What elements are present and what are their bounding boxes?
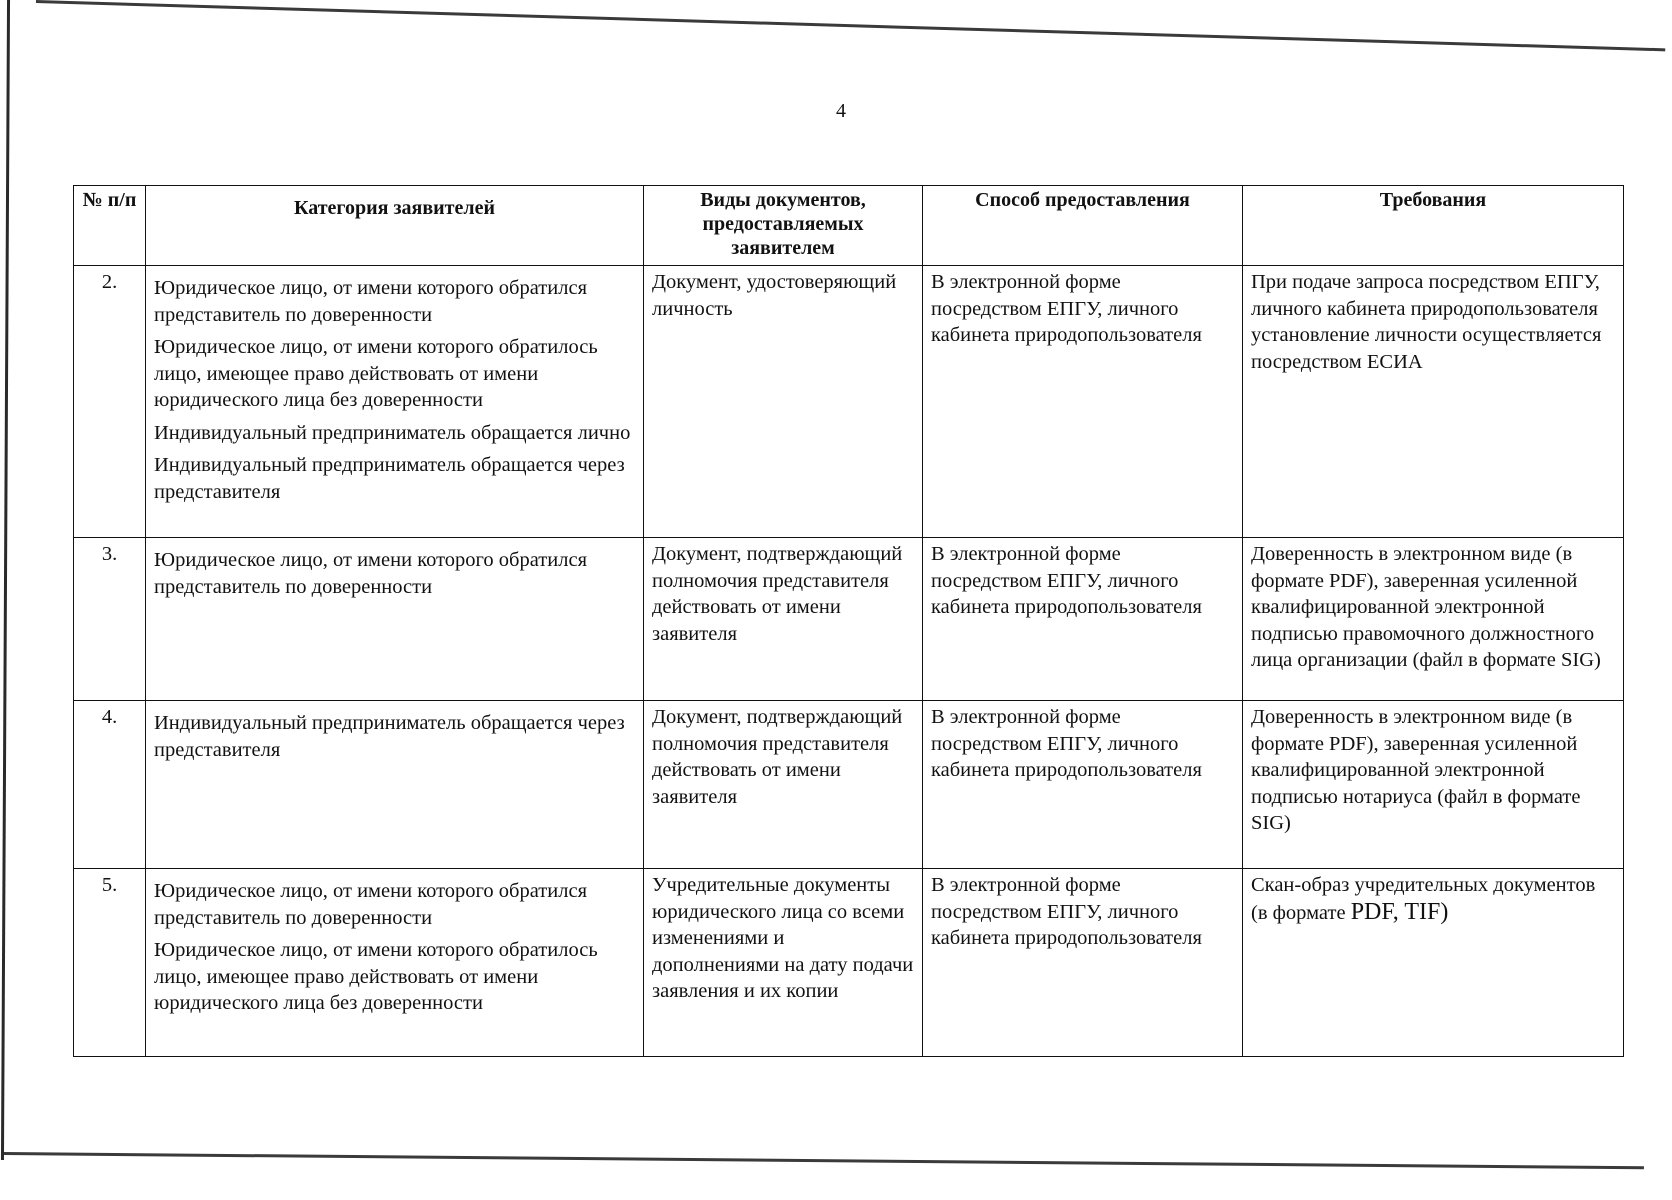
row-number: 5. (74, 869, 146, 1057)
row-doc-type: Документ, удостоверяющий личность (644, 266, 923, 538)
row-number: 2. (74, 266, 146, 538)
category-item: Юридическое лицо, от имени которого обратился представитель по доверенности (154, 549, 587, 598)
table-header-row (74, 186, 1624, 266)
header-category: Категория заявителей (146, 186, 644, 266)
category-item: Индивидуальный предприниматель обращается через представителя (154, 712, 625, 761)
row-number: 4. (74, 701, 146, 869)
row-requirements: Доверенность в электронном виде (в формате PDF), заверенная усиленной квалифицированной электронной подписью нотариуса (файл в формате SIG) (1243, 701, 1624, 869)
table-row (74, 266, 1624, 538)
header-requirements: Требования (1243, 186, 1624, 266)
row-method: В электронной форме посредством ЕПГУ, личного кабинета природопользователя (923, 869, 1243, 1057)
row-categories (146, 869, 644, 1057)
page-number: 4 (836, 100, 846, 122)
row-doc-type: Документ, подтверждающий полномочия представителя действовать от имени заявителя (644, 701, 923, 869)
header-num: № п/п (74, 186, 146, 266)
row-categories (146, 538, 644, 701)
category-item: Индивидуальный предприниматель обращается через представителя (154, 454, 625, 503)
table-row (74, 701, 1624, 869)
header-doc-types: Виды документов, предоставляемых заявителем (644, 186, 923, 266)
table-row (74, 869, 1624, 1057)
row-categories (146, 266, 644, 538)
row-method: В электронной форме посредством ЕПГУ, личного кабинета природопользователя (923, 266, 1243, 538)
scan-edge-left (1, 0, 10, 1160)
row-doc-type: Документ, подтверждающий полномочия представителя действовать от имени заявителя (644, 538, 923, 701)
category-item: Индивидуальный предприниматель обращается лично (154, 421, 631, 444)
row-requirements: При подаче запроса посредством ЕПГУ, личного кабинета природопользователя установление личности осуществляется посредством ЕСИА (1243, 266, 1624, 538)
category-item: Юридическое лицо, от имени которого обратилось лицо, имеющее право действовать от имени юридического лица без доверенности (154, 336, 598, 411)
scan-edge-top (36, 0, 1665, 51)
row-requirements: Доверенность в электронном виде (в формате PDF), заверенная усиленной квалифицированной электронной подписью правомочного должностного лица организации (файл в формате SIG) (1243, 538, 1624, 701)
requirements-table (73, 185, 1624, 1057)
row-method: В электронной форме посредством ЕПГУ, личного кабинета природопользователя (923, 701, 1243, 869)
category-item: Юридическое лицо, от имени которого обратилось лицо, имеющее право действовать от имени юридического лица без доверенности (154, 939, 598, 1014)
category-item: Юридическое лицо, от имени которого обратился представитель по доверенности (154, 880, 587, 929)
requirements-text: Скан-образ учредительных документов (в формате (1251, 874, 1596, 924)
row-number: 3. (74, 538, 146, 701)
scan-edge-bottom (4, 1152, 1644, 1169)
category-item: Юридическое лицо, от имени которого обратился представитель по доверенности (154, 277, 587, 326)
row-doc-type: Учредительные документы юридического лица со всеми изменениями и дополнениями на дату подачи заявления и их копии (644, 869, 923, 1057)
requirements-formats: PDF, TIF) (1350, 898, 1449, 925)
row-requirements (1243, 869, 1624, 1057)
table-row (74, 538, 1624, 701)
row-categories (146, 701, 644, 869)
header-method: Способ предоставления (923, 186, 1243, 266)
row-method: В электронной форме посредством ЕПГУ, личного кабинета природопользователя (923, 538, 1243, 701)
